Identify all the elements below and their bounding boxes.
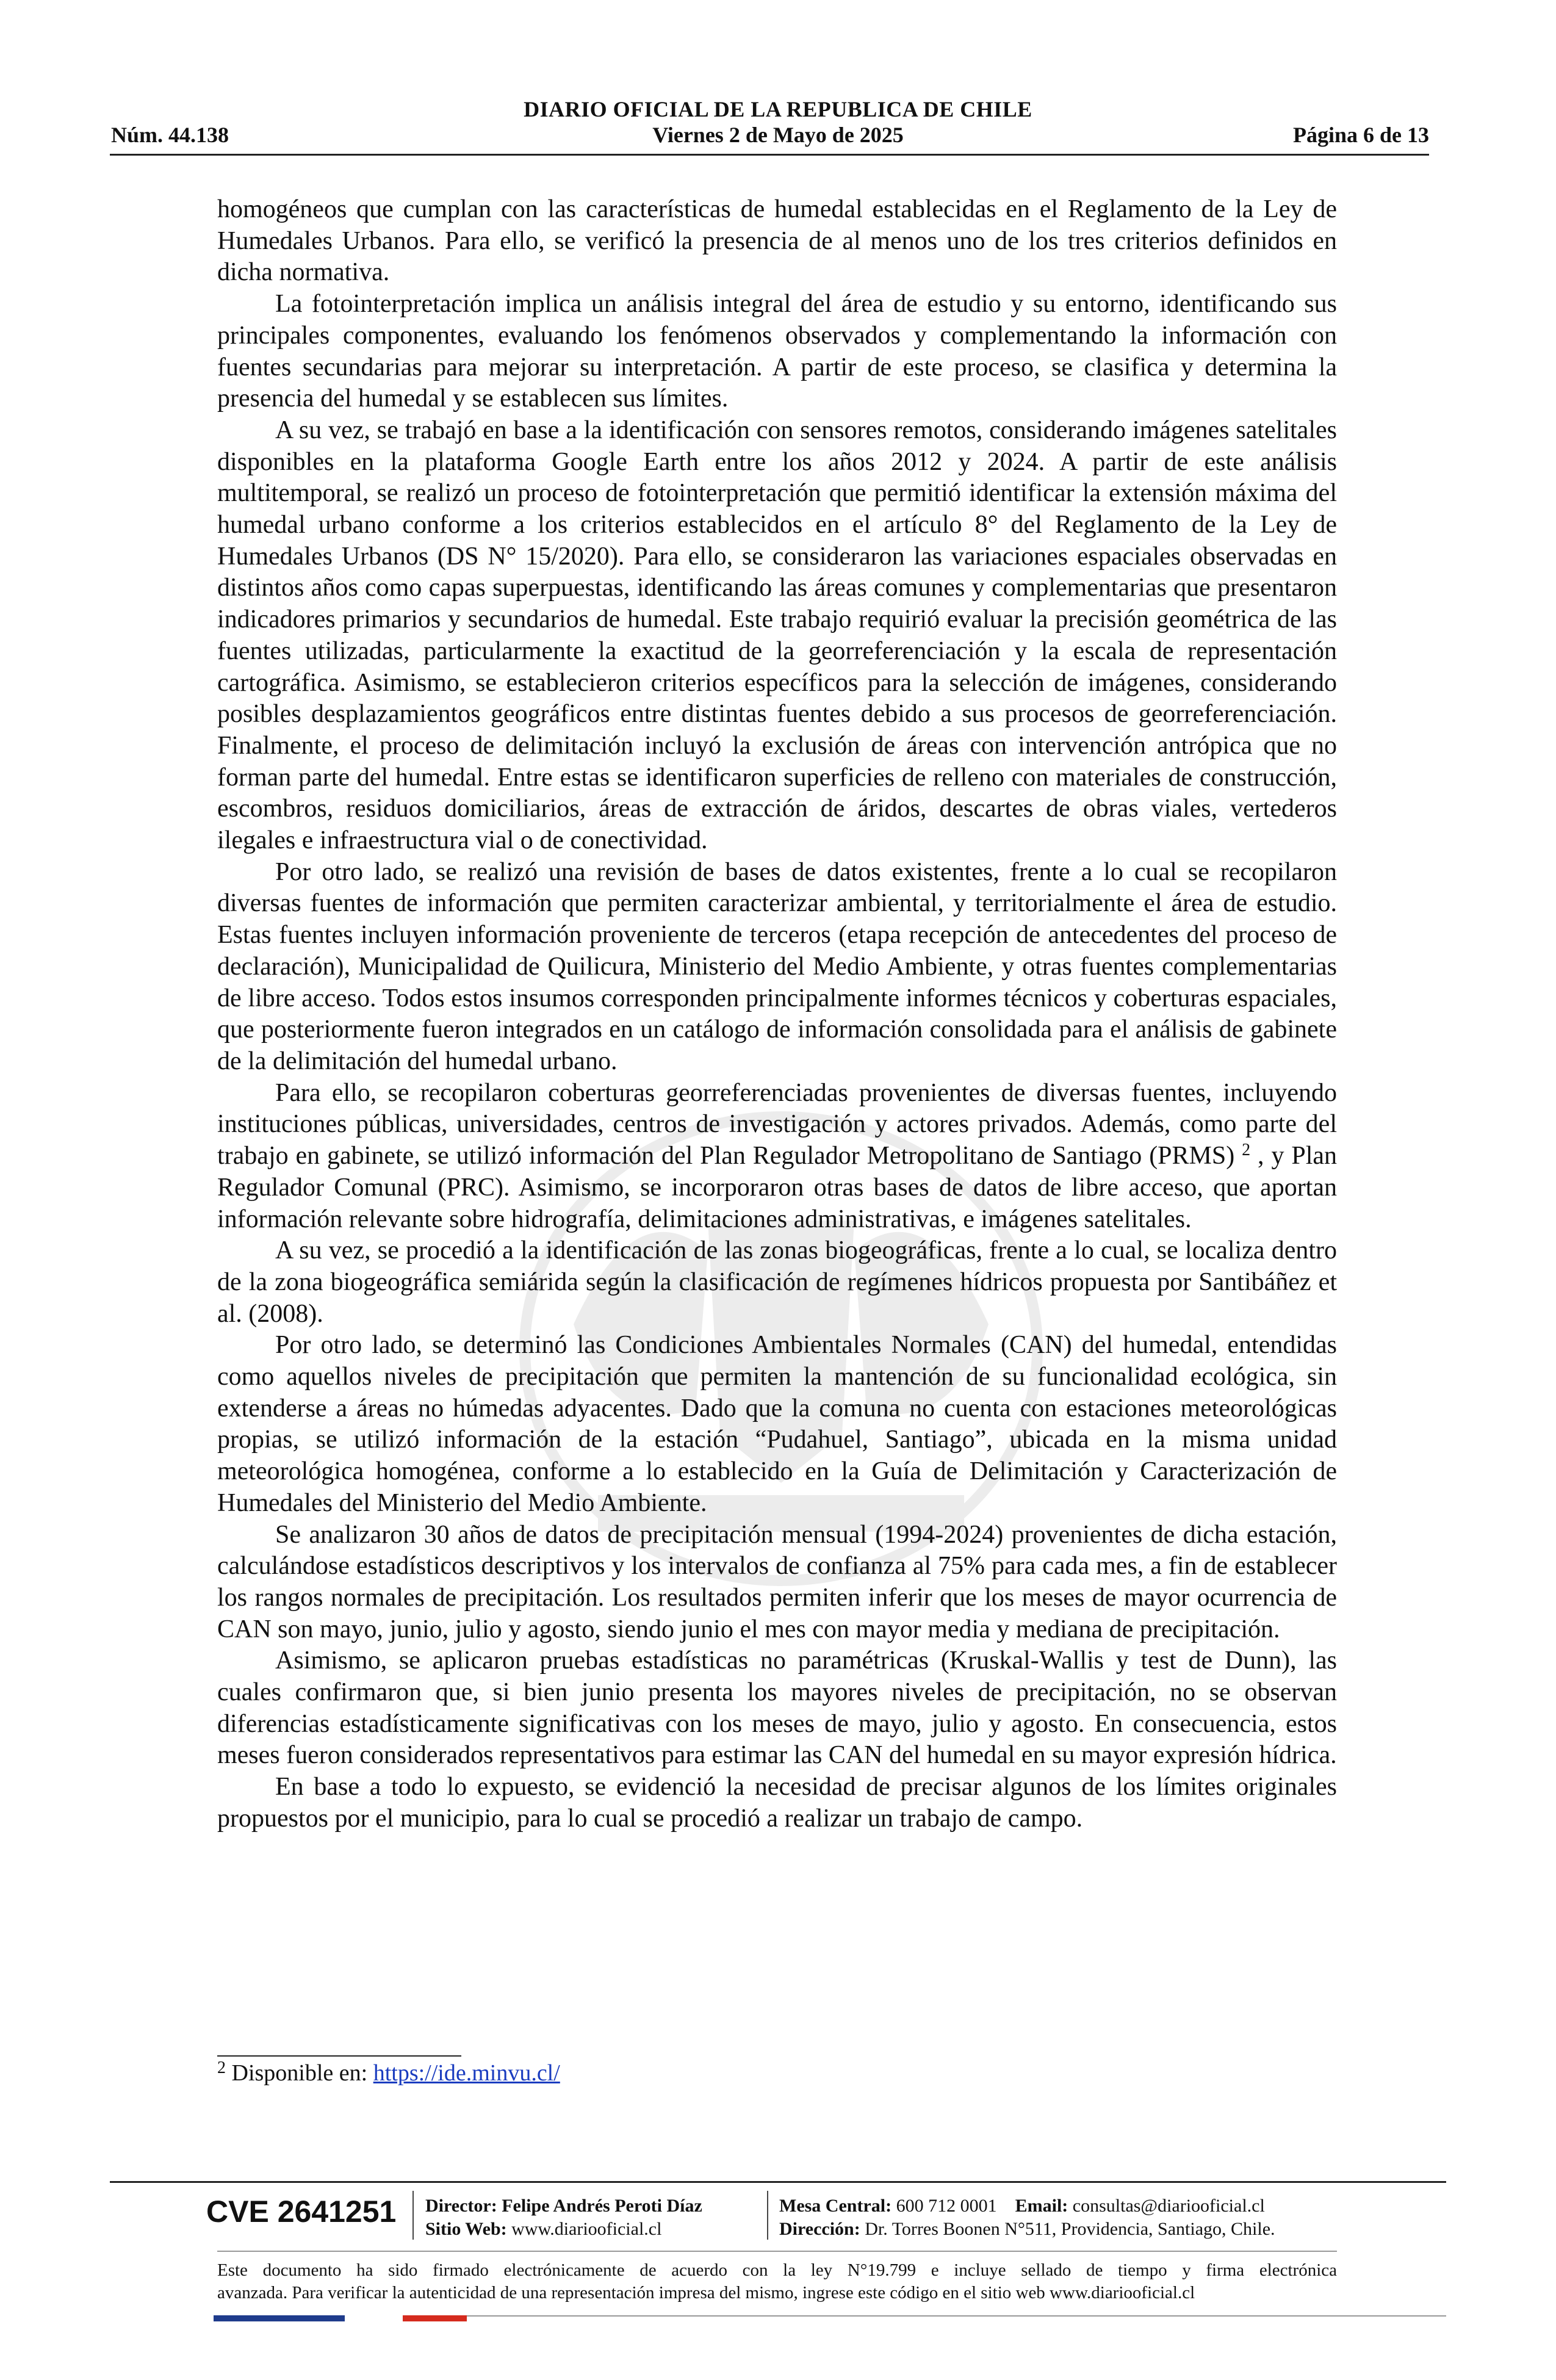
footer-divider-top	[110, 2181, 1446, 2183]
footer-director-block	[425, 2194, 702, 2241]
paragraph-1: homogéneos que cumplan con las características de humedal establecidas en el Reglamento de la Ley de Humedales Urbanos. Para ello, se verificó la presencia de al menos uno de los tres criterios definidos en dicha normativa.	[217, 195, 1337, 287]
paragraph-9: Asimismo, se aplicaron pruebas estadísticas no paramétricas (Kruskal-Wallis y test de Dunn), las cuales confirmaron que, si bien junio presenta los mayores niveles de precipitación, no se observan diferencias estadísticamente significativas con los meses de mayo, julio y agosto. En consecuencia, estos meses fueron considerados representativos para estimar las CAN del humedal en su mayor expresión hídrica.	[217, 1646, 1337, 1770]
footnote-reference[interactable]: 2	[1242, 1141, 1251, 1160]
page-indicator: Página 6 de 13	[1292, 123, 1429, 147]
legal-line-2: avanzada. Para verificar la autenticidad de una representación impresa del mismo, ingrese este código en el sitio web www.diariooficial.cl	[217, 2283, 1195, 2302]
address-value: Dr. Torres Boonen N°511, Providencia, Santiago, Chile.	[865, 2219, 1275, 2239]
paragraph-3: A su vez, se trabajó en base a la identificación con sensores remotos, considerando imágenes satelitales disponibles en la plataforma Google Earth entre los años 2012 y 2024. A partir de este análisis multitemporal, se realizó un proceso de fotointerpretación que permitió identificar la extensión máxima del humedal urbano conforme a los criterios establecidos en el artículo 8° del Reglamento de la Ley de Humedales Urbanos (DS N° 15/2020). Para ello, se consideraron las variaciones espaciales observadas en distintos años como capas superpuestas, identificando las áreas comunes y complementarias que presentaron indicadores primarios y secundarios de humedal. Este trabajo requirió evaluar la precisión geométrica de las fuentes utilizadas, particularmente la exactitud de la georreferenciación y la escala de representación cartográfica. Asimismo, se establecieron criterios específicos para la selección de imágenes, considerando posibles desplazamientos geográficos entre distintas fuentes debido a sus procesos de georreferenciación. Finalmente, el proceso de delimitación incluyó la exclusión de áreas con intervención antrópica que no forman parte del humedal. Entre estas se identificaron superficies de relleno con materiales de construcción, escombros, residuos domiciliarios, áreas de extracción de áridos, descartes de obras viales, vertederos ilegales e infraestructura vial o de conectividad.	[217, 416, 1337, 855]
footnote	[217, 2058, 560, 2086]
footer-divider-middle	[217, 2251, 1337, 2252]
footer-separator-2	[767, 2191, 768, 2240]
website-label: Sitio Web:	[425, 2219, 507, 2239]
paragraph-4: Por otro lado, se realizó una revisión de bases de datos existentes, frente a lo cual se recopilaron diversas fuentes de información que permiten caracterizar ambiental, y territorialmente el área de estudio. Estas fuentes incluyen información proveniente de terceros (etapa recepción de antecedentes del proceso de declaración), Municipalidad de Quilicura, Ministerio del Medio Ambiente, y otras fuentes complementarias de libre acceso. Todos estos insumos corresponden principalmente informes técnicos y coberturas espaciales, que posteriormente fueron integrados en un catálogo de información consolidada para el análisis de gabinete de la delimitación del humedal urbano.	[217, 857, 1337, 1075]
flag-color-strip	[214, 2315, 467, 2321]
cve-code: CVE 2641251	[206, 2194, 397, 2229]
paragraph-6: A su vez, se procedió a la identificación de las zonas biogeográficas, frente a lo cual, se localiza dentro de la zona biogeográfica semiárida según la clasificación de regímenes hídricos propuesta por Santibáñez et al. (2008).	[217, 1236, 1337, 1328]
flag-stripe-blue-1	[214, 2315, 278, 2321]
footer-separator-1	[412, 2191, 414, 2240]
director-name: Felipe Andrés Peroti Díaz	[502, 2196, 702, 2216]
email-address[interactable]: consultas@diariooficial.cl	[1072, 2196, 1265, 2216]
issue-number: Núm. 44.138	[111, 123, 229, 147]
footnote-text: Disponible en:	[226, 2060, 373, 2086]
article-body	[217, 194, 1337, 1835]
flag-stripe-blue-2	[278, 2315, 345, 2321]
paragraph-7: Por otro lado, se determinó las Condiciones Ambientales Normales (CAN) del humedal, entendidas como aquellos niveles de precipitación que permiten la mantención de su funcionalidad ecológica, sin extenderse a áreas no húmedas adyacentes. Dado que la comuna no cuenta con estaciones meteorológicas propias, se utilizó información de la estación “Pudahuel, Santiago”, ubicada en la misma unidad meteorológica homogénea, conforme a lo establecido en la Guía de Delimitación y Caracterización de Humedales del Ministerio del Medio Ambiente.	[217, 1331, 1337, 1517]
header-divider	[110, 154, 1429, 156]
footnote-link[interactable]: https://ide.minvu.cl/	[373, 2060, 560, 2086]
footer-contact-block	[779, 2194, 1275, 2241]
paragraph-5-end: , y Plan Regulador Comunal (PRC). Asimismo, se incorporaron otras bases de datos de libre acceso, que aportan información relevante sobre hidrografía, delimitaciones administrativas, e imágenes satelitales.	[217, 1142, 1338, 1233]
flag-stripe-white	[345, 2315, 403, 2321]
footnote-divider	[217, 2055, 461, 2057]
email-label: Email:	[1015, 2196, 1068, 2216]
paragraph-5	[217, 1078, 1337, 1236]
newspaper-title: DIARIO OFICIAL DE LA REPUBLICA DE CHILE	[524, 97, 1032, 121]
footnote-marker: 2	[217, 2058, 226, 2077]
website-url[interactable]: www.diariooficial.cl	[511, 2219, 662, 2239]
paragraph-8: Se analizaron 30 años de datos de precipitación mensual (1994-2024) provenientes de dicha estación, calculándose estadísticos descriptivos y los intervalos de confianza al 75% para cada mes, a fin de establecer los rangos normales de precipitación. Los resultados permiten inferir que los meses de mayor ocurrencia de CAN son mayo, junio, julio y agosto, siendo junio el mes con mayor media y mediana de precipitación.	[217, 1520, 1337, 1643]
paragraph-10: En base a todo lo expuesto, se evidenció la necesidad de precisar algunos de los límites originales propuestos por el municipio, para lo cual se procedió a realizar un trabajo de campo.	[217, 1773, 1337, 1833]
mesa-phone: 600 712 0001	[896, 2196, 997, 2216]
flag-stripe-red	[403, 2315, 467, 2321]
paragraph-2: La fotointerpretación implica un análisis integral del área de estudio y su entorno, identificando sus principales componentes, evaluando los fenómenos observados y complementando la información con fuentes secundarias para mejorar su interpretación. A partir de este proceso, se clasifica y determina la presencia del humedal y se establecen sus límites.	[217, 290, 1337, 413]
issue-date: Viernes 2 de Mayo de 2025	[652, 123, 904, 147]
legal-notice	[217, 2259, 1337, 2304]
address-label: Dirección:	[779, 2219, 860, 2239]
legal-line-1: Este documento ha sido firmado electrónicamente de acuerdo con la ley N°19.799 e incluye sellado de tiempo y firma electrónica	[217, 2260, 1337, 2280]
director-label: Director:	[425, 2196, 497, 2216]
paragraph-5-start: Para ello, se recopilaron coberturas georreferenciadas provenientes de diversas fuentes, incluyendo instituciones públicas, universidades, centros de investigación y actores privados. Además, como parte del trabajo en gabinete, se utilizó información del Plan Regulador Metropolitano de Santiago (PRMS)	[217, 1078, 1337, 1170]
mesa-label: Mesa Central:	[779, 2196, 892, 2216]
